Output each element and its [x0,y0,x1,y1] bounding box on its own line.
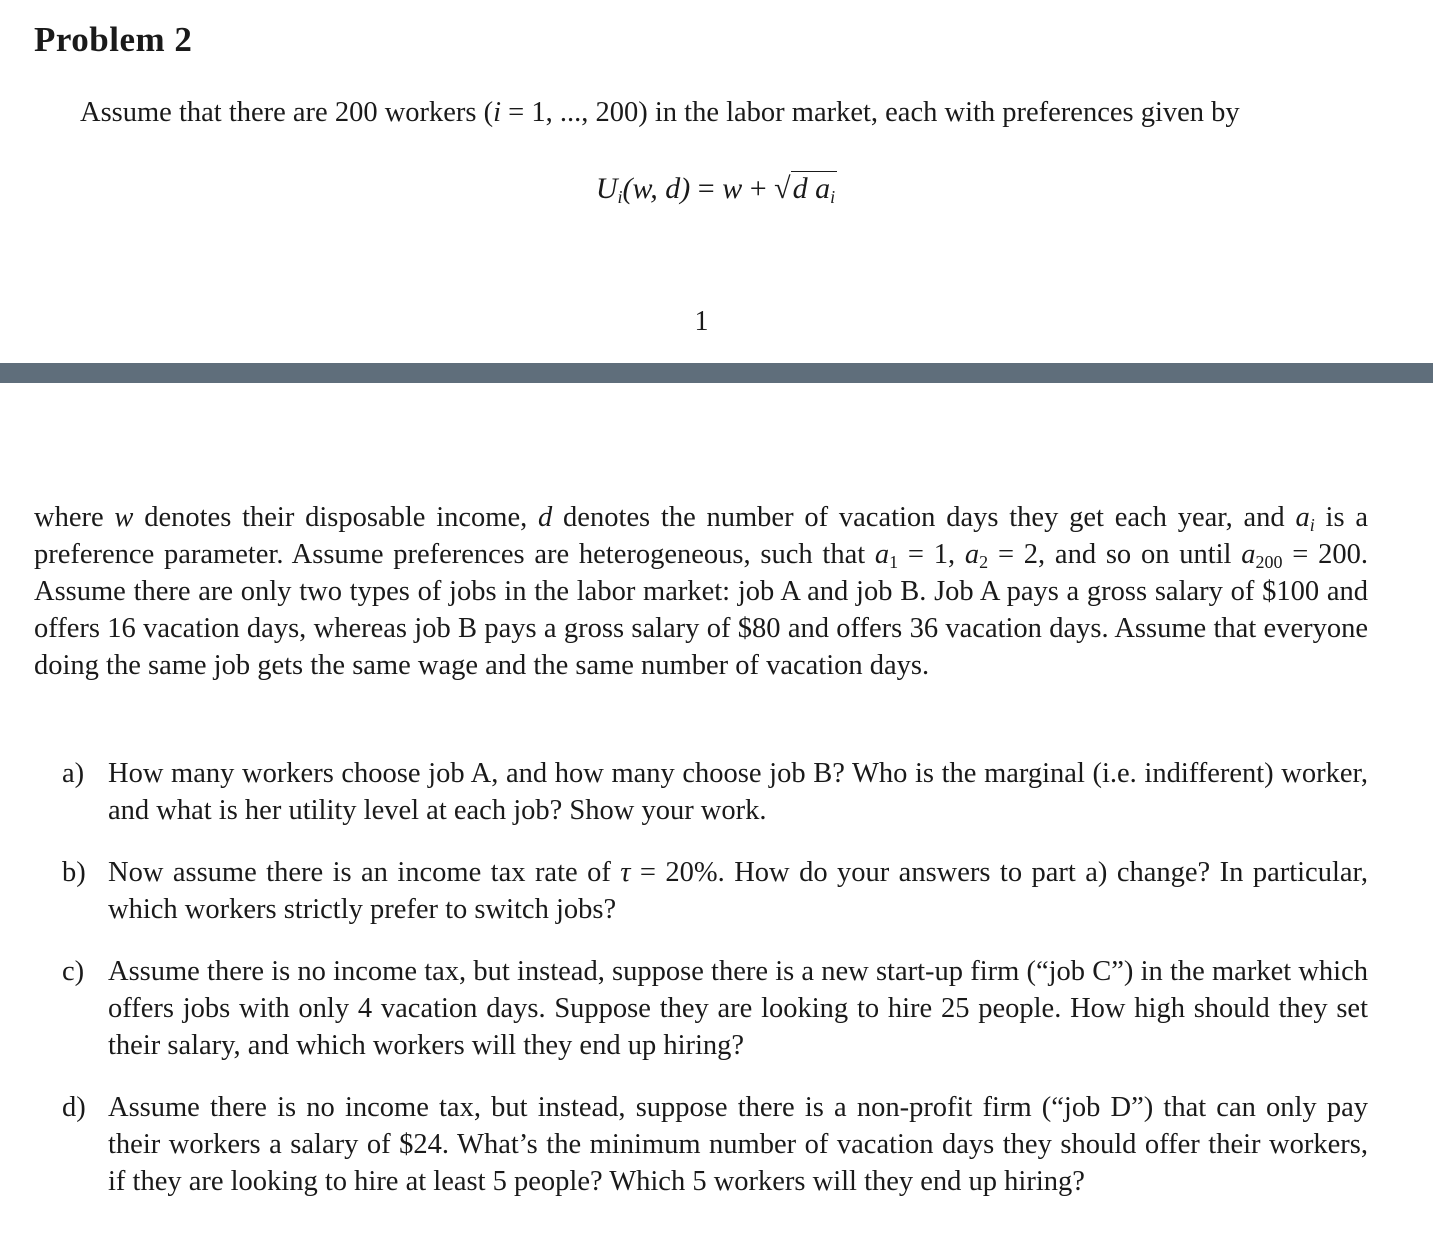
question-text [108,755,1368,829]
math-symbol: a [1241,539,1256,570]
question-label: a) [62,758,85,789]
math-symbol: τ [620,857,631,888]
page-divider [0,363,1433,383]
question-text [108,854,1368,928]
math-subscript: 2 [979,552,989,572]
text-run: = 2, and so on until [988,539,1242,570]
eq-args: (w, d) [622,172,691,205]
eq-radicand-sub: i [830,187,836,207]
question-label: b) [62,857,86,888]
math-symbol: a [1295,502,1310,533]
page-number: 1 [694,306,709,337]
text-run: denotes the number of vacation days they get each year, and [552,502,1296,533]
text-run: = 1, ..., 200) in the labor market, each with preferences given by [501,97,1240,128]
math-subscript: i [1309,515,1315,535]
text-run: = 200. Assume there are only two types of jobs in the labor market: job A and job B. Job A pays a gross salary of $100 and offers 16 vacation days, whereas job B pays a gross salary of $80 and offers 36 vacation days. Assume that everyone doing the same job gets the same wage and the same number of vacation days. [34,539,1368,681]
math-symbol: a [874,539,890,570]
text-run: = 1, [898,539,965,570]
text-run: How many workers choose job A, and how many choose job B? Who is the marginal (i.e. indifferent) worker, and what is her utility level at each job? Show your work. [108,758,1368,826]
text-run: Assume there is no income tax, but instead, suppose there is a non-profit firm (“job D”) that can only pay their workers a salary of $24. What’s the minimum number of vacation days they should offer their workers, if they are looking to hire at least 5 people? Which 5 workers will they end up hiring? [108,1092,1368,1197]
question-c [62,953,1368,1064]
math-symbol: d [538,502,553,533]
math-symbol: w [114,502,134,533]
text-run: Assume that there are 200 workers ( [80,97,494,128]
eq-radicand: d a [792,172,831,205]
intro-paragraph [34,94,1368,131]
math-subscript: 1 [889,552,899,572]
eq-lhs-sub: i [617,187,623,207]
text-run: where [34,502,115,533]
eq-equals: = [690,172,723,205]
sqrt-sign: √ [774,172,791,205]
text-run: Now assume there is an income tax rate of [108,857,621,888]
question-b [62,854,1368,928]
question-a [62,755,1368,829]
question-text [108,1089,1368,1200]
utility-equation [0,172,1433,206]
body-paragraph [34,499,1368,684]
math-symbol: a [964,539,980,570]
question-label: d) [62,1092,86,1123]
math-symbol: i [493,97,502,128]
math-subscript: 200 [1255,552,1283,572]
eq-plus: + [742,172,775,205]
question-label: c) [62,956,85,987]
eq-w: w [722,172,743,205]
question-text [108,953,1368,1064]
text-run: is a preference parameter. Assume preferences are heterogeneous, such that [34,502,1368,570]
text-run: = 20%. How do your answers to part a) change? In particular, which workers strictly prefer to switch jobs? [108,857,1368,925]
problem-title: Problem 2 [34,20,193,59]
text-run: Assume there is no income tax, but instead, suppose there is a new start-up firm (“job C”) in the market which offers jobs with only 4 vacation days. Suppose they are looking to hire 25 people. How high should they set their salary, and which workers will they end up hiring? [108,956,1368,1061]
eq-lhs: U [595,172,618,205]
text-run: denotes their disposable income, [133,502,539,533]
question-d [62,1089,1368,1200]
